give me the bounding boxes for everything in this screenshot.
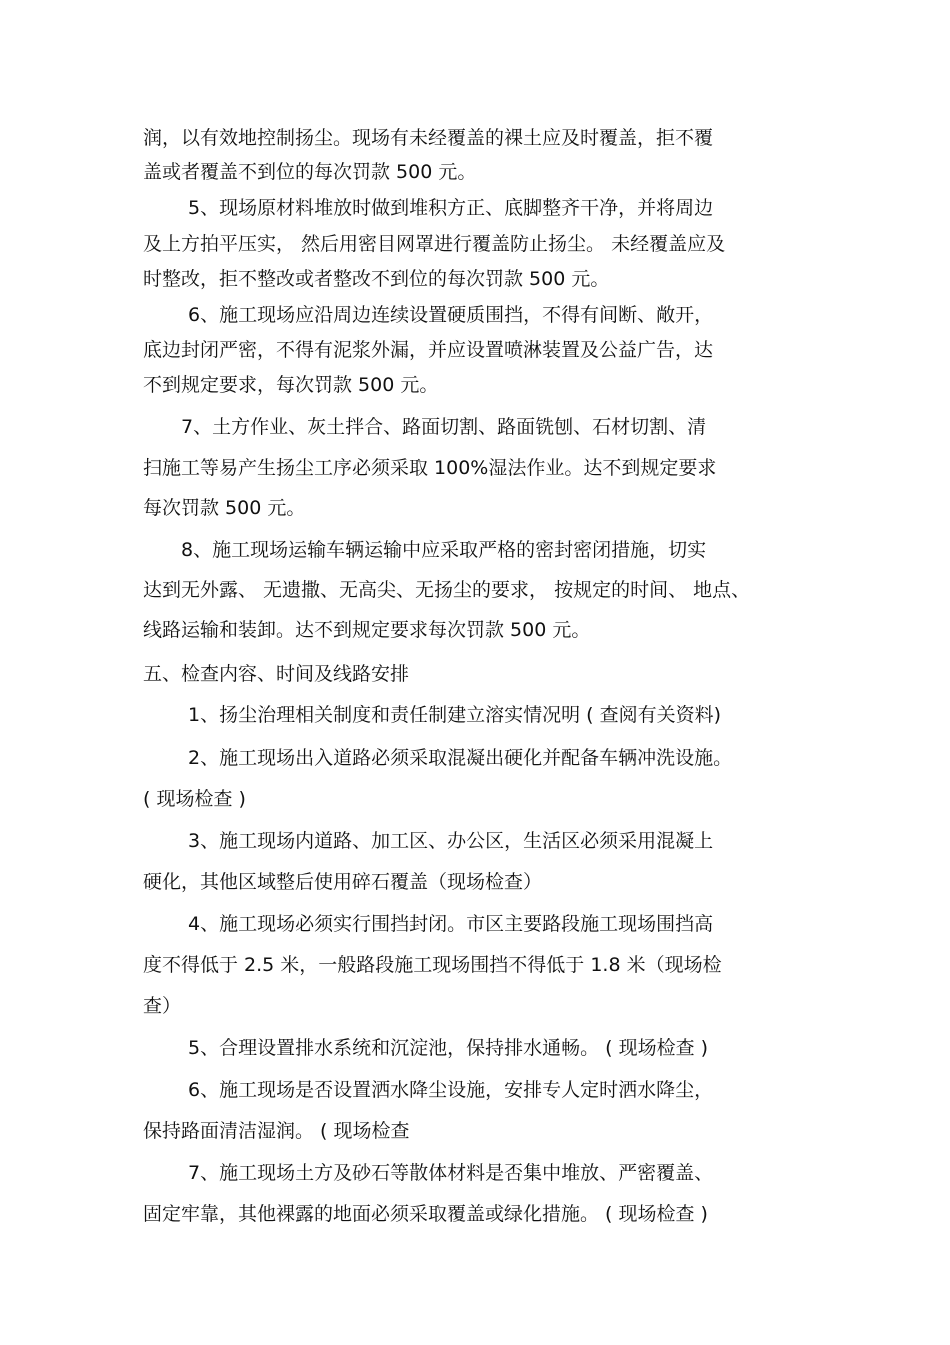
text-line: 3、施工现场内道路、加工区、办公区，生活区必须采用混凝上 [188, 830, 714, 852]
text-line: 1、扬尘治理相关制度和责任制建立溶实情况明 ( 查阅有关资料) [188, 704, 721, 726]
text-line: 7、施工现场土方及砂石等散体材料是否集中堆放、严密覆盖、 [188, 1162, 714, 1184]
text-line: 时整改，拒不整改或者整改不到位的每次罚款 500 元。 [143, 268, 610, 290]
text-line: 2、施工现场出入道路必须采取混凝出硬化并配备车辆冲洗设施。 [188, 747, 733, 769]
text-line: 不到规定要求，每次罚款 500 元。 [143, 374, 439, 396]
text-line: 固定牢靠，其他裸露的地面必须采取覆盖或绿化措施。 ( 现场检查 ) [143, 1203, 708, 1225]
text-line: 硬化，其他区域整后使用碎石覆盖（现场检查） [143, 871, 543, 893]
text-line: 及上方拍平压实， 然后用密目网罩进行覆盖防止扬尘。 未经覆盖应及 [143, 233, 726, 255]
text-line: 6、施工现场应沿周边连续设置硬质围挡，不得有间断、敞开， [188, 304, 714, 326]
text-line: 4、施工现场必须实行围挡封闭。市区主要路段施工现场围挡高 [188, 913, 714, 935]
text-line: 5、合理设置排水系统和沉淀池，保持排水通畅。 ( 现场检查 ) [188, 1037, 709, 1059]
text-line: 查） [143, 995, 182, 1017]
text-line: 度不得低于 2.5 米，一般路段施工现场围挡不得低于 1.8 米（现场检 [143, 954, 722, 976]
text-line: 盖或者覆盖不到位的每次罚款 500 元。 [143, 161, 477, 183]
section-heading: 五、检查内容、时间及线路安排 [143, 663, 410, 685]
text-line: 底边封闭严密，不得有泥浆外漏，并应设置喷淋装置及公益广告，达 [143, 339, 714, 361]
text-line: 5、现场原材料堆放时做到堆积方正、底脚整齐干净，并将周边 [188, 197, 714, 219]
text-line: 保持路面清洁湿润。 ( 现场检查 [143, 1120, 410, 1142]
text-line: 8、施工现场运输车辆运输中应采取严格的密封密闭措施，切实 [181, 539, 707, 561]
text-line: 6、施工现场是否设置洒水降尘设施，安排专人定时洒水降尘， [188, 1079, 714, 1101]
text-line: 扫施工等易产生扬尘工序必须采取 100%湿法作业。达不到规定要求 [143, 457, 717, 479]
text-line: 7、土方作业、灰土拌合、路面切割、路面铣刨、石材切割、清 [181, 416, 707, 438]
text-line: 润，以有效地控制扬尘。现场有未经覆盖的裸土应及时覆盖，拒不覆 [143, 127, 714, 149]
text-line: 线路运输和装卸。达不到规定要求每次罚款 500 元。 [143, 619, 591, 641]
text-line: ( 现场检查 ) [143, 788, 246, 810]
text-line: 达到无外露、 无遗撒、无高尖、无扬尘的要求， 按规定的时间、 地点、 [143, 579, 751, 601]
text-line: 每次罚款 500 元。 [143, 497, 306, 519]
